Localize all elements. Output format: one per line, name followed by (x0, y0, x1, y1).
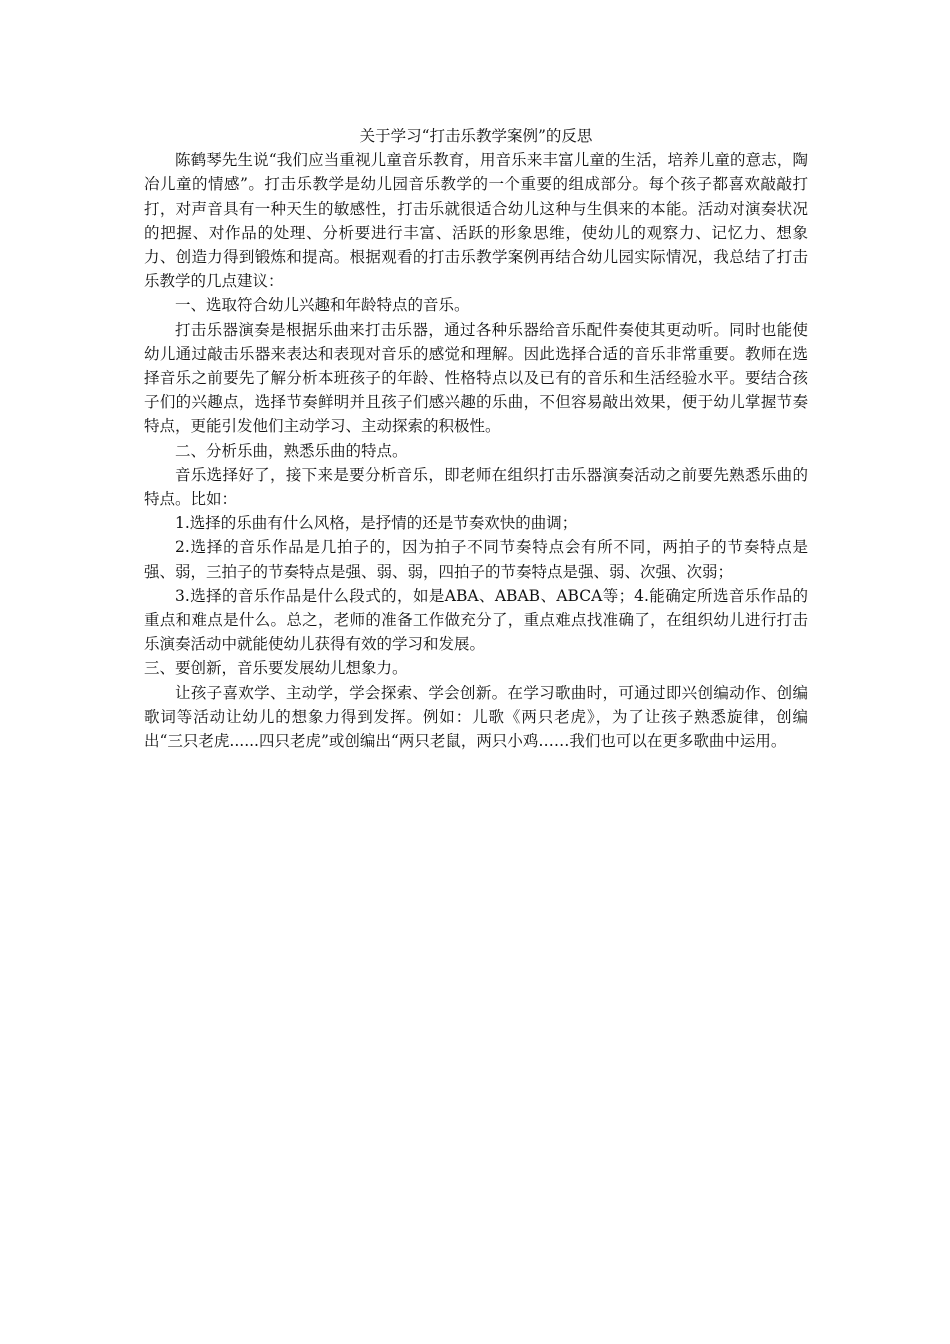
section-heading-3: 三、要创新，音乐要发展幼儿想象力。 (144, 659, 408, 678)
list-item-2: 2.选择的音乐作品是几拍子的，因为拍子不同节奏特点会有所不同，两拍子的节奏特点是强、弱，三拍子的节奏特点是强、弱、弱，四拍子的节奏特点是强、弱、次强、次弱； (144, 538, 808, 581)
document-title: 关于学习“打击乐教学案例”的反思 (359, 127, 593, 145)
document-page (144, 124, 808, 753)
paragraph-section-3: 让孩子喜欢学、主动学，学会探索、学会创新。在学习歌曲时，可通过即兴创编动作、创编歌词等活动让幼儿的想象力得到发挥。例如：儿歌《两只老虎》，为了让孩子熟悉旋律，创编出“三只老虎......四只老虎”或创编出“两只老鼠，两只小鸡……我们也可以在更多歌曲中运用。 (144, 683, 808, 751)
list-item-3: 3.选择的音乐作品是什么段式的，如是ABA、ABAB、ABCA等；4.能确定所选音乐作品的重点和难点是什么。总之，老师的准备工作做充分了，重点难点找准确了，在组织幼儿进行打击乐演奏活动中就能使幼儿获得有效的学习和发展。 (144, 586, 808, 654)
paragraph-section-1: 打击乐器演奏是根据乐曲来打击乐器，通过各种乐器给音乐配件奏使其更动听。同时也能使幼儿通过敲击乐器来表达和表现对音乐的感觉和理解。因此选择合适的音乐非常重要。教师在选择音乐之前要先了解分析本班孩子的年龄、性格特点以及已有的音乐和生活经验水平。要结合孩子们的兴趣点，选择节奏鲜明并且孩子们感兴趣的乐曲，不但容易敲出效果，便于幼儿掌握节奏特点，更能引发他们主动学习、主动探索的积极性。 (144, 320, 808, 436)
paragraph-intro: 陈鹤琴先生说“我们应当重视儿童音乐教育，用音乐来丰富儿童的生活，培养儿童的意志，陶冶儿童的情感”。打击乐教学是幼儿园音乐教学的一个重要的组成部分。每个孩子都喜欢敲敲打打，对声音具有一种天生的敏感性，打击乐就很适合幼儿这种与生俱来的本能。活动对演奏状况的把握、对作品的处理、分析要进行丰富、活跃的形象思维，使幼儿的观察力、记忆力、想象力、创造力得到锻炼和提高。根据观看的打击乐教学案例再结合幼儿园实际情况，我总结了打击乐教学的几点建议： (144, 151, 808, 291)
section-heading-1: 一、选取符合幼儿兴趣和年龄特点的音乐。 (175, 296, 470, 315)
list-item-1: 1.选择的乐曲有什么风格，是抒情的还是节奏欢快的曲调； (175, 514, 578, 533)
paragraph-section-2: 音乐选择好了，接下来是要分析音乐，即老师在组织打击乐器演奏活动之前要先熟悉乐曲的特点。比如： (144, 465, 808, 509)
section-heading-2: 二、分析乐曲，熟悉乐曲的特点。 (175, 441, 408, 460)
